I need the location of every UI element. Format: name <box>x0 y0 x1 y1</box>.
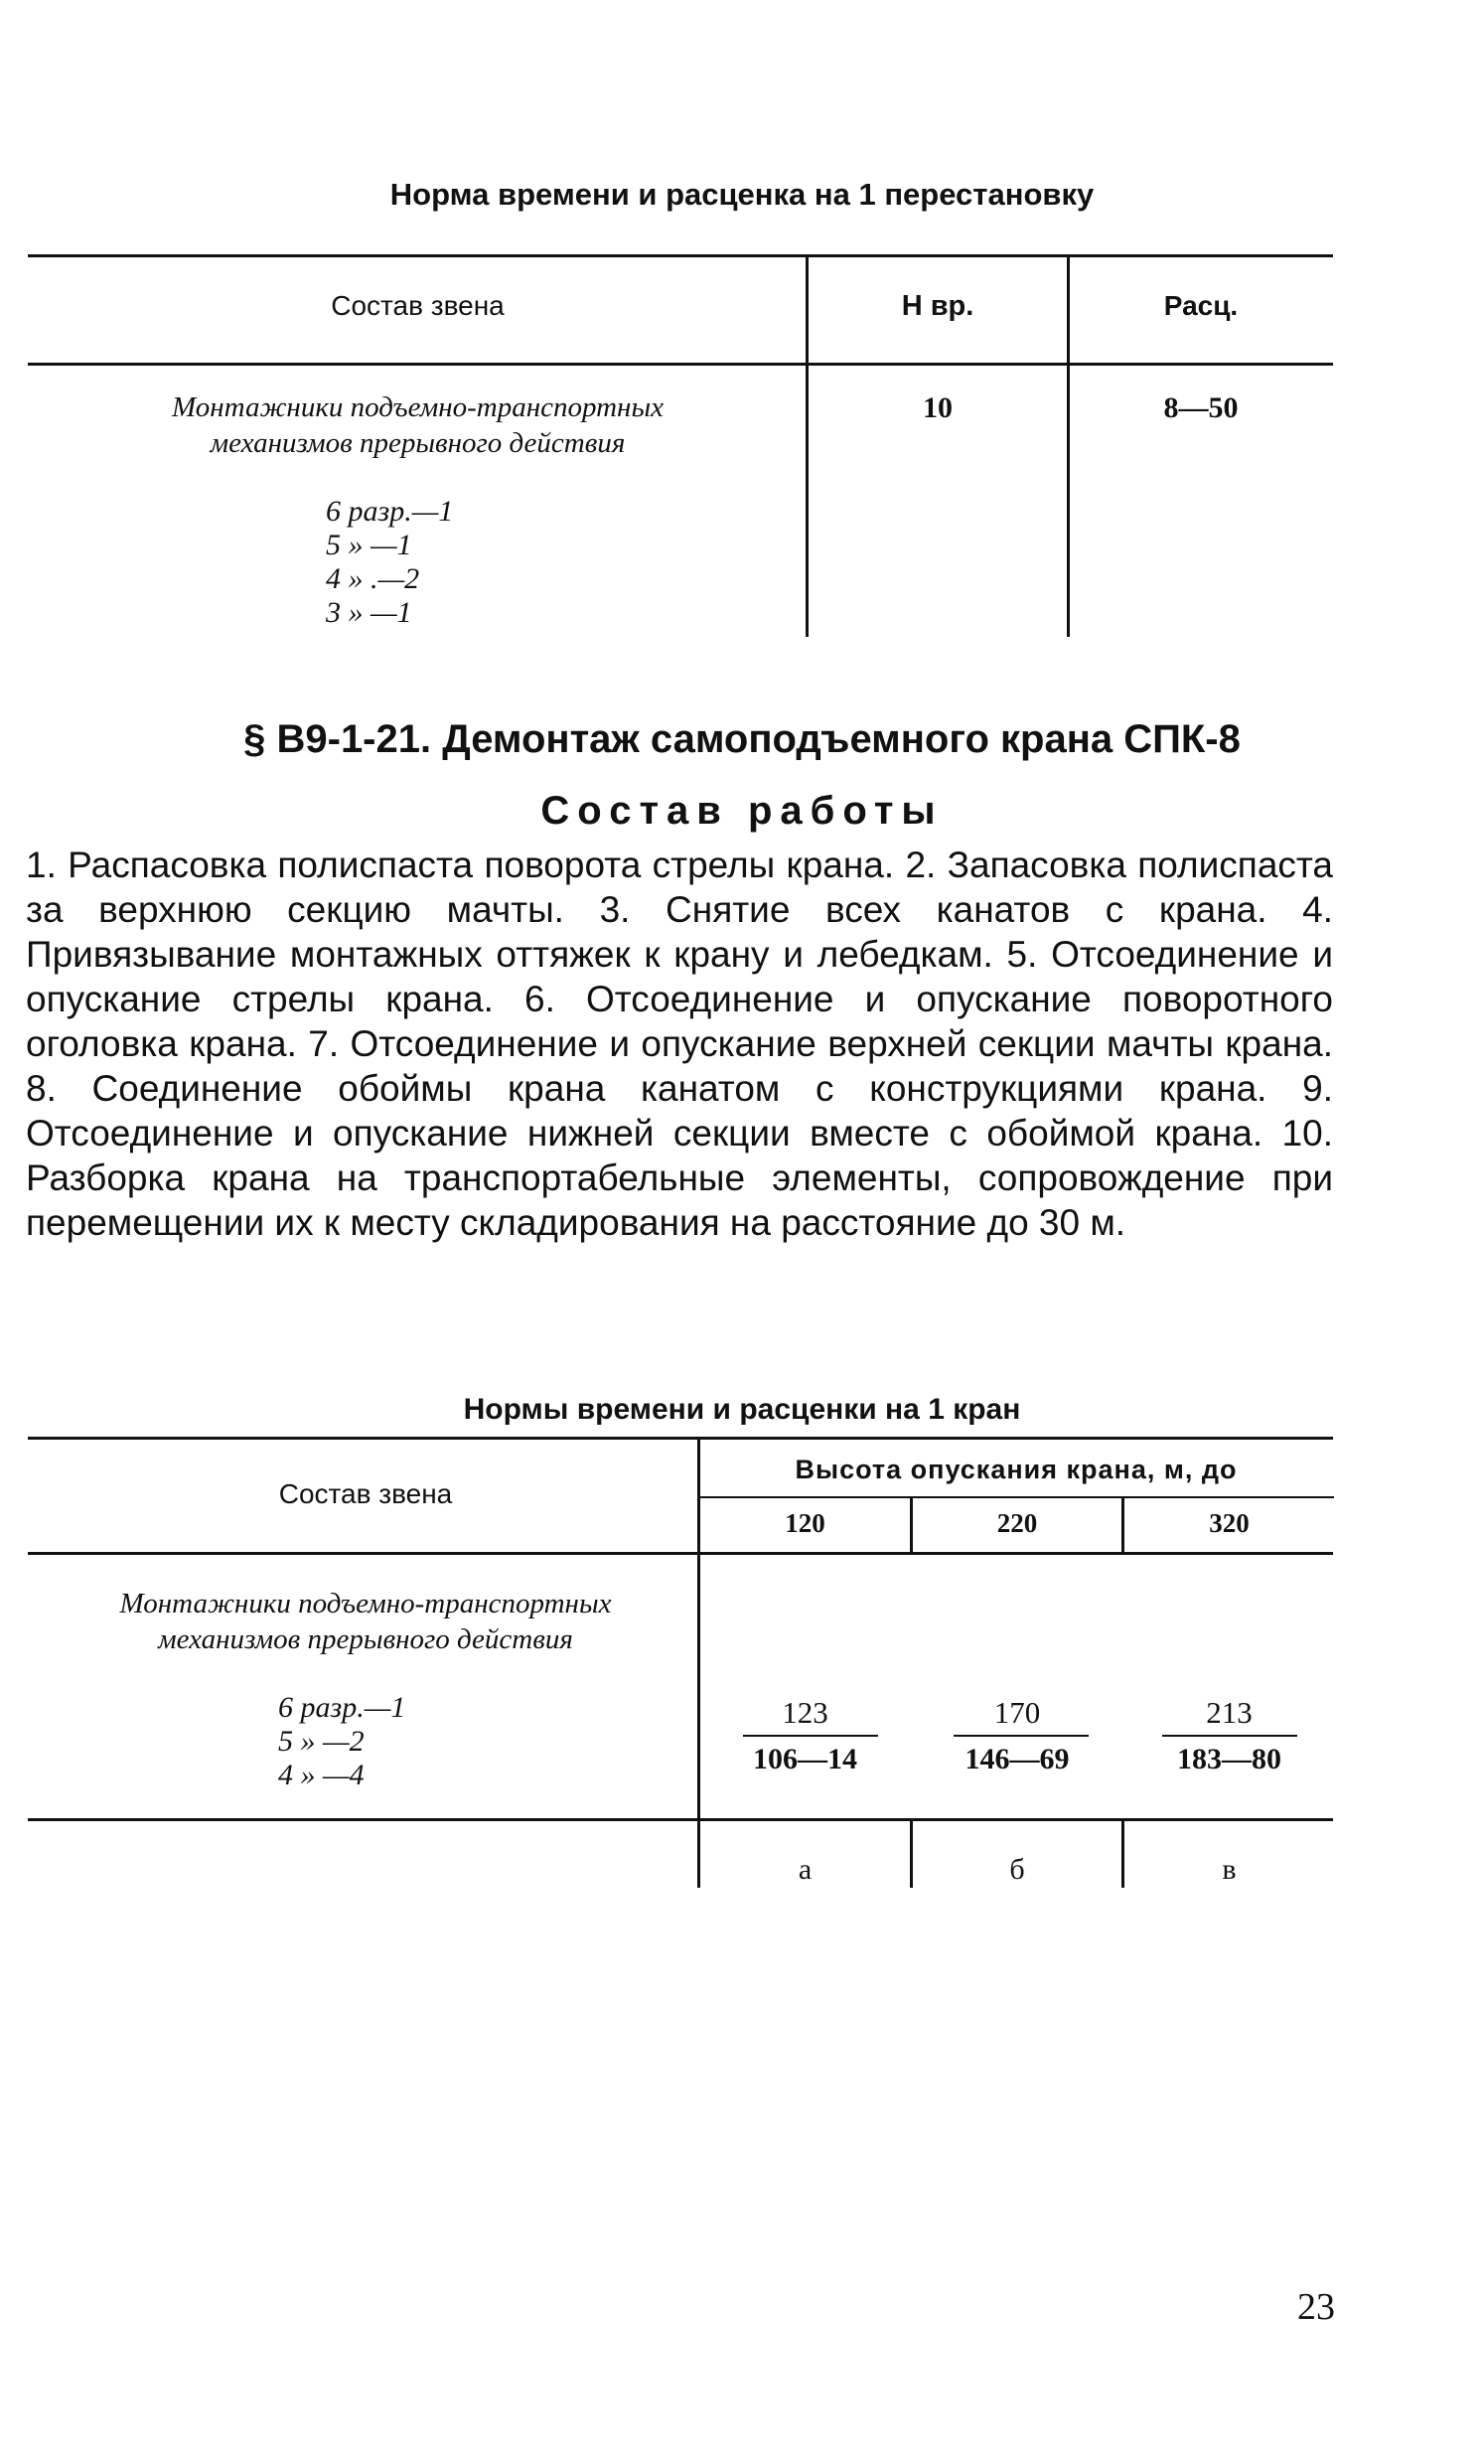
table2-rank-6: 6 разр.—1 <box>278 1691 406 1724</box>
work-composition-text: 1. Распасовка полиспаста поворота стрелы крана. 2. Запасовка полиспаста за верхнюю секцию мачты. 3. Снятие всех канатов с крана. 4. Привязывание монтажных оттяжек к крану и лебедкам. 5. Отсоединение и опускание стрелы крана. 6. Отсоединение и опускание поворотного оголовка крана. 7. Отсоединение и опускание верхней секции мачты крана. 8. Соединение обоймы крана канатом с конструкциями крана. 9. Отсоединение и опускание нижней секции вместе с обоймой крана. 10. Разборка крана на транспортабельные элементы, сопровождение при перемещении их к месту складирования на расстояние до 30 м. <box>26 845 1333 1243</box>
table2-fraction-bar-220 <box>954 1735 1089 1737</box>
table1-crew-title-line2: механизмов прерывного действия <box>210 427 626 459</box>
table1-header-norm-time: Н вр. <box>901 290 974 322</box>
table2-rank-4: 4 » —4 <box>278 1759 365 1791</box>
table2-rate-120: 106—14 <box>753 1743 857 1775</box>
page-number: 23 <box>1297 2286 1335 2328</box>
table2-norm-time-120: 123 <box>782 1695 828 1730</box>
work-composition-heading: Состав работы <box>540 789 944 833</box>
table1-rank-5: 5 » —1 <box>326 529 412 561</box>
table2-column-letter-v: в <box>1222 1853 1237 1886</box>
table1-header-rate: Расц. <box>1163 290 1239 321</box>
table2-header-height-group: Высота опускания крана, м, до <box>795 1455 1238 1484</box>
table1-rate-value: 8—50 <box>1163 391 1239 424</box>
table2-crew-title-line2: механизмов прерывного действия <box>158 1623 573 1655</box>
table1-norm-time-value: 10 <box>923 391 953 424</box>
table1-rank-3: 3 » —1 <box>326 596 412 629</box>
table2-subheader-rule <box>698 1496 1334 1498</box>
table2-caption: Нормы времени и расценки на 1 кран <box>463 1393 1021 1426</box>
table2-header-rule <box>28 1552 1333 1555</box>
table2-subheader-120: 120 <box>785 1508 825 1538</box>
table2-crew-title-line1: Монтажники подъемно-транспортных <box>119 1588 612 1619</box>
table2-top-rule <box>28 1437 1333 1440</box>
table2-body-bottom-rule <box>28 1818 1333 1821</box>
table1-header-crew: Состав звена <box>331 290 505 321</box>
table2-subheader-220: 220 <box>996 1508 1038 1538</box>
section-heading: § В9-1-21. Демонтаж самоподъемного крана СПК-8 <box>243 717 1241 761</box>
table1-rank-6: 6 разр.—1 <box>326 495 454 528</box>
table1-rank-4: 4 » .—2 <box>326 562 420 595</box>
table2-fraction-bar-120 <box>743 1735 878 1737</box>
table1-top-rule <box>28 254 1333 257</box>
table1-header-rule <box>28 363 1333 366</box>
table2-rank-5: 5 » —2 <box>278 1725 365 1758</box>
table2-rate-220: 146—69 <box>965 1743 1070 1775</box>
table2-header-crew: Состав звена <box>278 1478 453 1509</box>
table2-subheader-320: 320 <box>1209 1508 1250 1538</box>
table1-caption: Норма времени и расценка на 1 перестановку <box>389 177 1095 212</box>
table2-norm-time-320: 213 <box>1206 1695 1253 1730</box>
table2-column-letter-b: б <box>1009 1853 1025 1886</box>
table2-column-letter-a: а <box>798 1853 813 1886</box>
table2-rate-320: 183—80 <box>1177 1743 1281 1775</box>
table2-fraction-bar-320 <box>1162 1735 1297 1737</box>
table1-crew-title-line1: Монтажники подъемно-транспортных <box>172 391 664 423</box>
table2-norm-time-220: 170 <box>993 1695 1041 1730</box>
